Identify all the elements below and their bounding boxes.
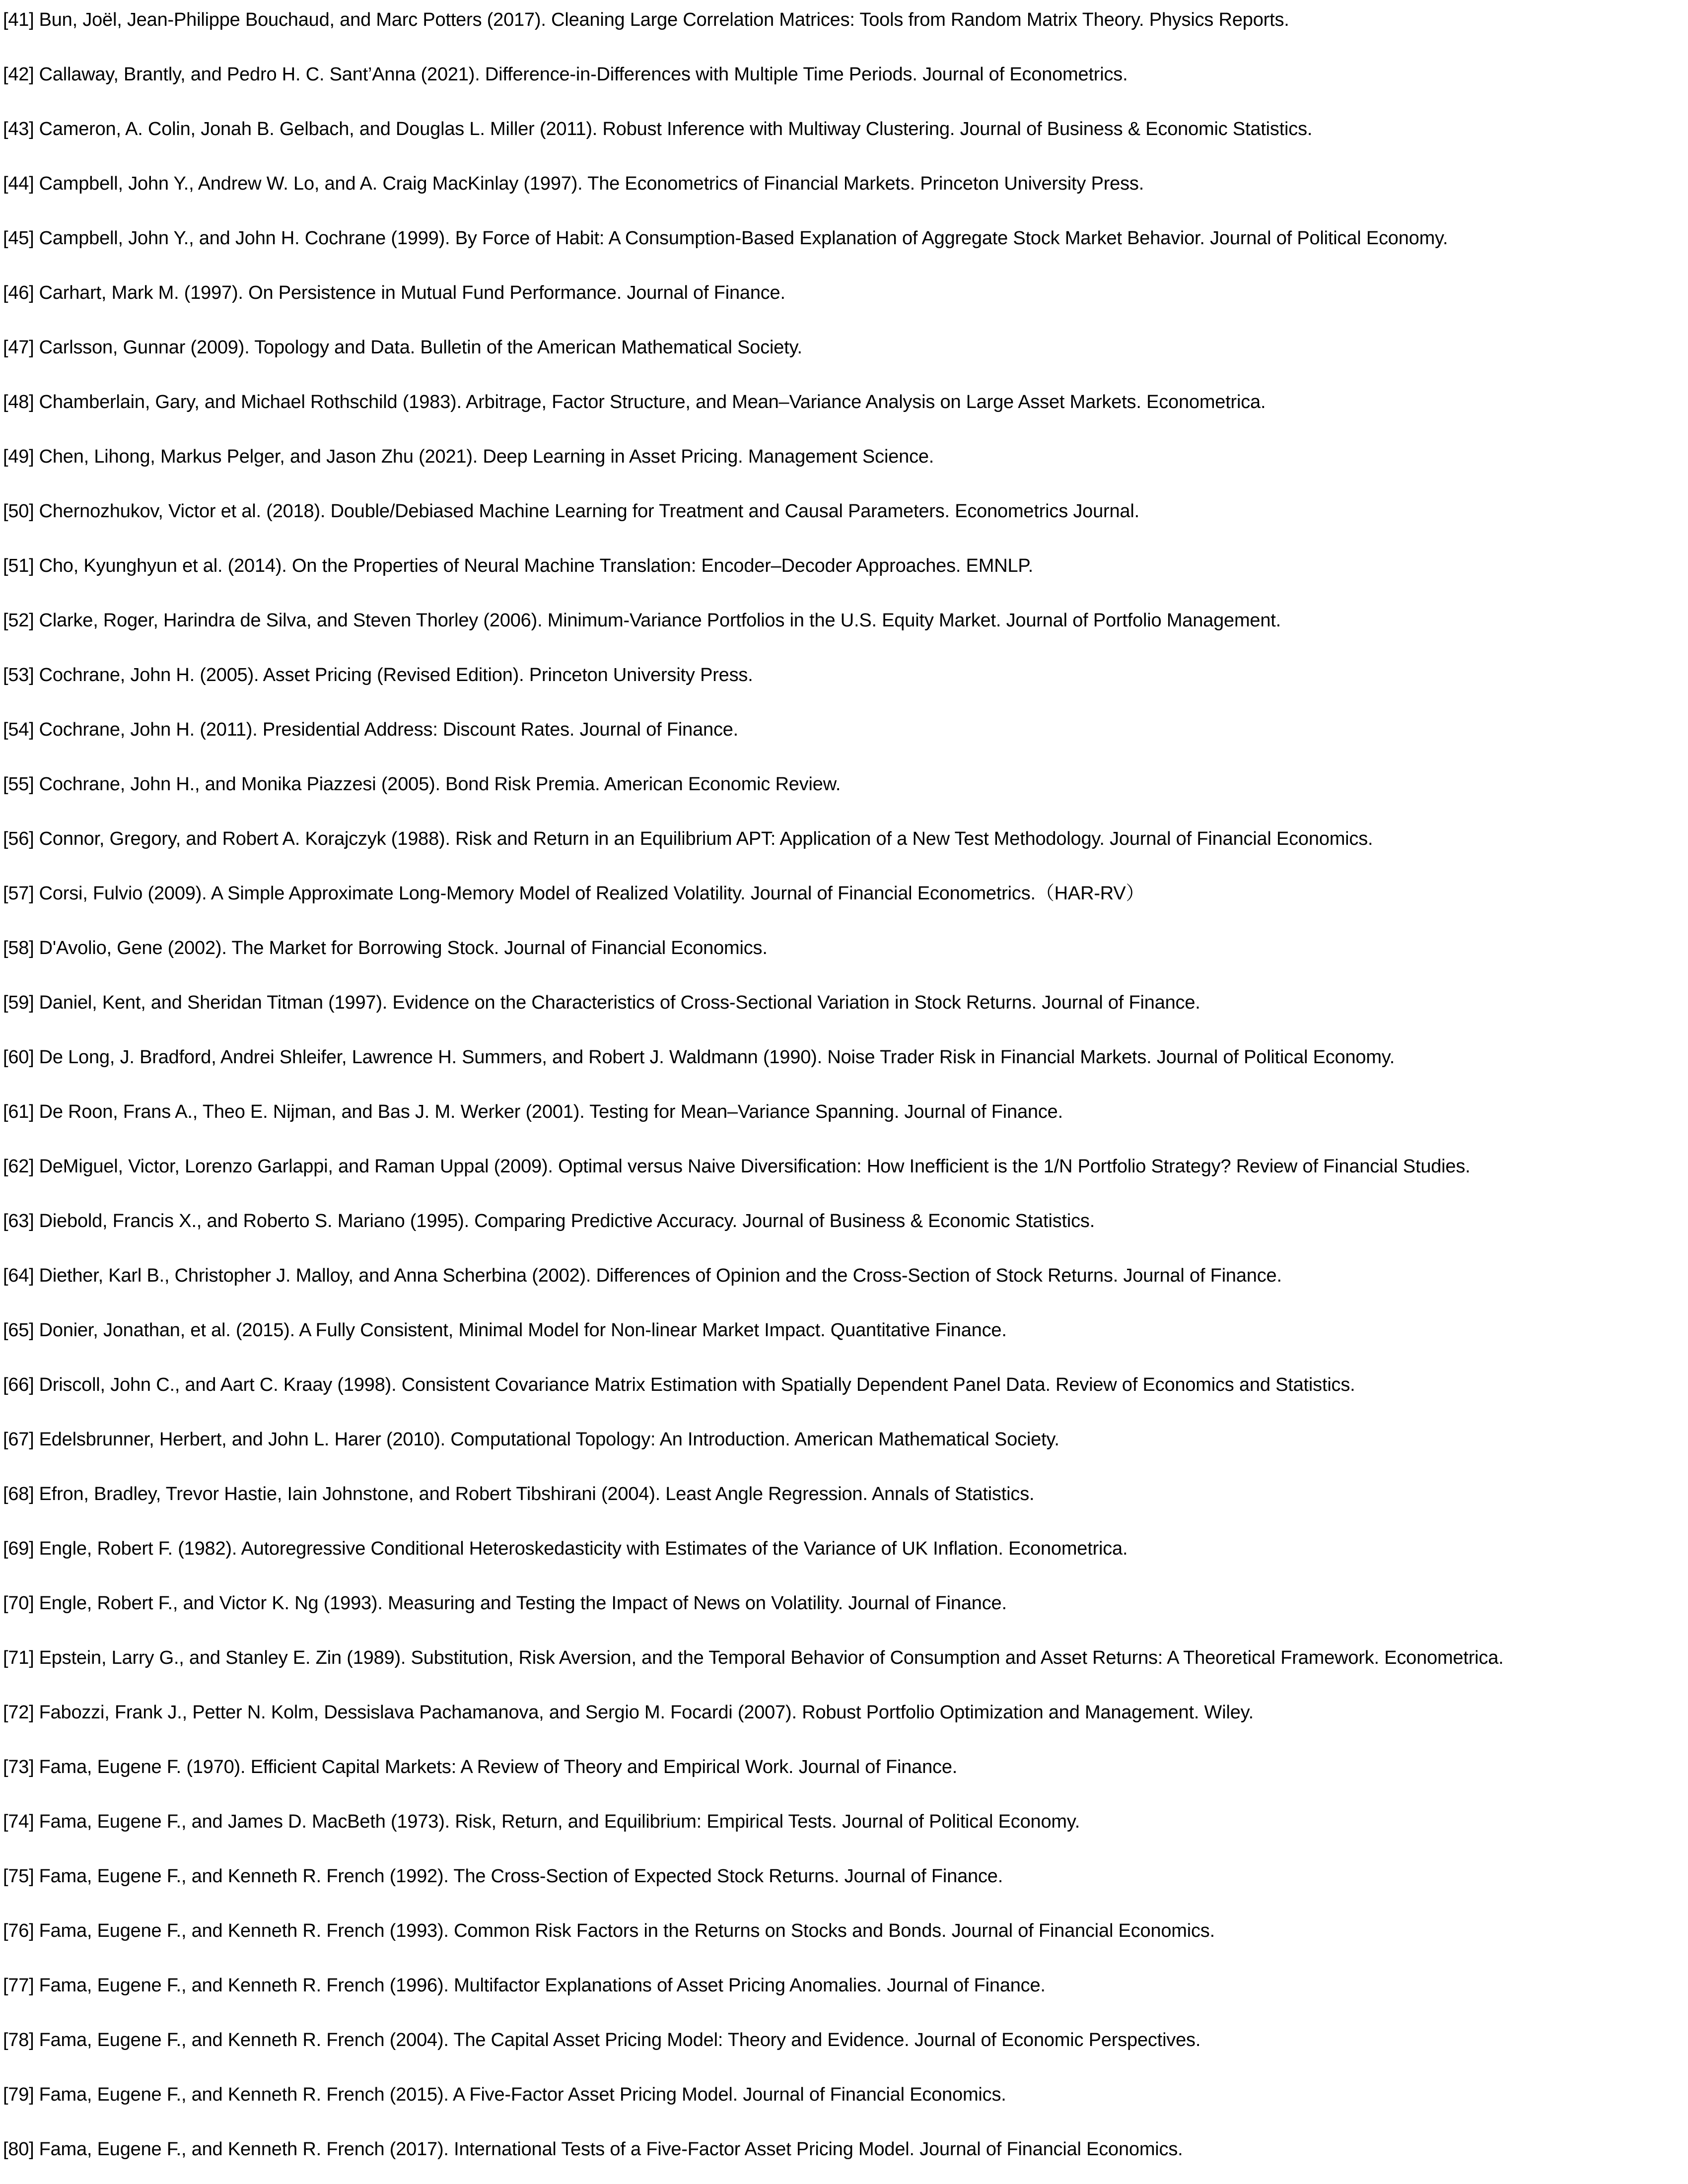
reference-text: Fabozzi, Frank J., Petter N. Kolm, Dessislava Pachamanova, and Sergio M. Focardi (2007). Robust Portfolio Optimization and Management. Wiley. xyxy=(39,1702,1254,1723)
reference-text: Donier, Jonathan, et al. (2015). A Fully Consistent, Minimal Model for Non-linear Market Impact. Quantitative Finance. xyxy=(39,1320,1007,1341)
reference-number: [65] xyxy=(3,1320,34,1341)
reference-text: Cochrane, John H. (2011). Presidential Address: Discount Rates. Journal of Finance. xyxy=(39,719,739,740)
reference-number: [73] xyxy=(3,1757,34,1777)
reference-item xyxy=(3,757,1688,812)
reference-text: Bun, Joël, Jean-Philippe Bouchaud, and Marc Potters (2017). Cleaning Large Correlation Matrices: Tools from Random Matrix Theory. Physics Reports. xyxy=(39,9,1289,30)
reference-text: Carlsson, Gunnar (2009). Topology and Data. Bulletin of the American Mathematical Society. xyxy=(39,337,802,358)
reference-number: [72] xyxy=(3,1702,34,1723)
reference-number: [43] xyxy=(3,119,34,139)
reference-item xyxy=(3,921,1688,975)
reference-item xyxy=(3,47,1688,102)
reference-item xyxy=(3,593,1688,648)
reference-number: [51] xyxy=(3,555,34,576)
reference-item xyxy=(3,975,1688,1030)
reference-item xyxy=(3,1303,1688,1358)
reference-number: [50] xyxy=(3,501,34,522)
reference-text: Edelsbrunner, Herbert, and John L. Harer (2010). Computational Topology: An Introduction. American Mathematical Society. xyxy=(39,1429,1059,1450)
reference-text: Chen, Lihong, Markus Pelger, and Jason Zhu (2021). Deep Learning in Asset Pricing. Management Science. xyxy=(39,446,934,467)
reference-number: [79] xyxy=(3,2084,34,2105)
reference-text: Fama, Eugene F., and Kenneth R. French (2004). The Capital Asset Pricing Model: Theory and Evidence. Journal of Economic Perspectives. xyxy=(39,2030,1201,2050)
reference-number: [45] xyxy=(3,228,34,249)
reference-number: [44] xyxy=(3,173,34,194)
reference-item xyxy=(3,320,1688,375)
reference-text: Fama, Eugene F., and James D. MacBeth (1973). Risk, Return, and Equilibrium: Empirical Tests. Journal of Political Economy. xyxy=(39,1811,1080,1832)
reference-text: Connor, Gregory, and Robert A. Korajczyk (1988). Risk and Return in an Equilibrium APT: Application of a New Test Methodology. Journal of Financial Economics. xyxy=(39,828,1373,849)
reference-text: Cochrane, John H., and Monika Piazzesi (2005). Bond Risk Premia. American Economic Review. xyxy=(39,774,841,795)
reference-number: [46] xyxy=(3,282,34,303)
reference-number: [71] xyxy=(3,1647,34,1668)
reference-text: Daniel, Kent, and Sheridan Titman (1997). Evidence on the Characteristics of Cross-Sectional Variation in Stock Returns. Journal of Finance. xyxy=(39,992,1200,1013)
reference-text: DeMiguel, Victor, Lorenzo Garlappi, and Raman Uppal (2009). Optimal versus Naive Diversification: How Inefficient is the 1/N Portfolio Strategy? Review of Financial Studies. xyxy=(39,1156,1471,1177)
reference-number: [59] xyxy=(3,992,34,1013)
reference-item xyxy=(3,1794,1688,1849)
reference-number: [48] xyxy=(3,392,34,412)
reference-item xyxy=(3,375,1688,429)
reference-number: [77] xyxy=(3,1975,34,1996)
reference-text: Chernozhukov, Victor et al. (2018). Double/Debiased Machine Learning for Treatment and Causal Parameters. Econometrics Journal. xyxy=(39,501,1139,522)
reference-text: Driscoll, John C., and Aart C. Kraay (1998). Consistent Covariance Matrix Estimation with Spatially Dependent Panel Data. Review of Economics and Statistics. xyxy=(39,1374,1355,1395)
reference-text: Campbell, John Y., and John H. Cochrane (1999). By Force of Habit: A Consumption-Based Explanation of Aggregate Stock Market Behavior. Journal of Political Economy. xyxy=(39,228,1448,249)
reference-number: [68] xyxy=(3,1484,34,1504)
reference-item xyxy=(3,648,1688,702)
reference-item xyxy=(3,1467,1688,1521)
reference-text: Callaway, Brantly, and Pedro H. C. Sant’Anna (2021). Difference-in-Differences with Multiple Time Periods. Journal of Econometrics. xyxy=(39,64,1128,85)
reference-number: [41] xyxy=(3,9,34,30)
reference-item xyxy=(3,102,1688,156)
reference-item xyxy=(3,2122,1688,2177)
reference-number: [53] xyxy=(3,665,34,685)
reference-item xyxy=(3,1358,1688,1412)
reference-item xyxy=(3,484,1688,539)
reference-number: [78] xyxy=(3,2030,34,2050)
reference-text: Diebold, Francis X., and Roberto S. Mariano (1995). Comparing Predictive Accuracy. Journal of Business & Economic Statistics. xyxy=(39,1211,1095,1231)
reference-item xyxy=(3,1030,1688,1085)
reference-text: Fama, Eugene F., and Kenneth R. French (1993). Common Risk Factors in the Returns on Stocks and Bonds. Journal of Financial Economics. xyxy=(39,1920,1215,1941)
reference-number: [61] xyxy=(3,1101,34,1122)
reference-text: D'Avolio, Gene (2002). The Market for Borrowing Stock. Journal of Financial Economics. xyxy=(39,938,768,958)
reference-item xyxy=(3,156,1688,211)
reference-item xyxy=(3,1631,1688,1685)
reference-item xyxy=(3,1904,1688,1958)
reference-item xyxy=(3,812,1688,866)
reference-number: [49] xyxy=(3,446,34,467)
reference-text: Cochrane, John H. (2005). Asset Pricing (Revised Edition). Princeton University Press. xyxy=(39,665,753,685)
reference-item xyxy=(3,1958,1688,2013)
reference-item xyxy=(3,429,1688,484)
reference-number: [63] xyxy=(3,1211,34,1231)
reference-text: Efron, Bradley, Trevor Hastie, Iain Johnstone, and Robert Tibshirani (2004). Least Angle Regression. Annals of Statistics. xyxy=(39,1484,1035,1504)
reference-item xyxy=(3,1521,1688,1576)
reference-text: Campbell, John Y., Andrew W. Lo, and A. Craig MacKinlay (1997). The Econometrics of Financial Markets. Princeton University Press. xyxy=(39,173,1144,194)
reference-text: Cho, Kyunghyun et al. (2014). On the Properties of Neural Machine Translation: Encoder–Decoder Approaches. EMNLP. xyxy=(39,555,1033,576)
reference-number: [56] xyxy=(3,828,34,849)
reference-number: [69] xyxy=(3,1538,34,1559)
reference-number: [76] xyxy=(3,1920,34,1941)
reference-number: [58] xyxy=(3,938,34,958)
reference-item xyxy=(3,1740,1688,1794)
reference-text: Chamberlain, Gary, and Michael Rothschild (1983). Arbitrage, Factor Structure, and Mean–Variance Analysis on Large Asset Markets. Econometrica. xyxy=(39,392,1266,412)
reference-number: [70] xyxy=(3,1593,34,1614)
reference-text: Cameron, A. Colin, Jonah B. Gelbach, and Douglas L. Miller (2011). Robust Inference with Multiway Clustering. Journal of Business & Economic Statistics. xyxy=(39,119,1313,139)
reference-text: Engle, Robert F., and Victor K. Ng (1993). Measuring and Testing the Impact of News on Volatility. Journal of Finance. xyxy=(39,1593,1007,1614)
reference-item xyxy=(3,1085,1688,1139)
reference-text: De Roon, Frans A., Theo E. Nijman, and Bas J. M. Werker (2001). Testing for Mean–Variance Spanning. Journal of Finance. xyxy=(39,1101,1063,1122)
reference-text: Epstein, Larry G., and Stanley E. Zin (1989). Substitution, Risk Aversion, and the Temporal Behavior of Consumption and Asset Returns: A Theoretical Framework. Econometrica. xyxy=(39,1647,1504,1668)
reference-number: [67] xyxy=(3,1429,34,1450)
reference-item xyxy=(3,1139,1688,1194)
reference-number: [60] xyxy=(3,1047,34,1068)
reference-number: [47] xyxy=(3,337,34,358)
reference-item xyxy=(3,2067,1688,2122)
reference-item xyxy=(3,0,1688,47)
reference-number: [55] xyxy=(3,774,34,795)
reference-number: [66] xyxy=(3,1374,34,1395)
reference-text: De Long, J. Bradford, Andrei Shleifer, Lawrence H. Summers, and Robert J. Waldmann (1990). Noise Trader Risk in Financial Markets. Journal of Political Economy. xyxy=(39,1047,1395,1068)
reference-number: [75] xyxy=(3,1866,34,1887)
reference-text: Clarke, Roger, Harindra de Silva, and Steven Thorley (2006). Minimum-Variance Portfolios in the U.S. Equity Market. Journal of Portfolio Management. xyxy=(39,610,1281,631)
reference-number: [64] xyxy=(3,1265,34,1286)
reference-number: [57] xyxy=(3,883,34,904)
reference-text: Fama, Eugene F. (1970). Efficient Capital Markets: A Review of Theory and Empirical Work. Journal of Finance. xyxy=(39,1757,958,1777)
reference-item xyxy=(3,1849,1688,1904)
reference-text: Fama, Eugene F., and Kenneth R. French (2015). A Five-Factor Asset Pricing Model. Journal of Financial Economics. xyxy=(39,2084,1006,2105)
reference-text: Carhart, Mark M. (1997). On Persistence in Mutual Fund Performance. Journal of Finance. xyxy=(39,282,785,303)
reference-item xyxy=(3,866,1688,921)
reference-item xyxy=(3,539,1688,593)
reference-text: Engle, Robert F. (1982). Autoregressive Conditional Heteroskedasticity with Estimates of the Variance of UK Inflation. Econometrica. xyxy=(39,1538,1128,1559)
reference-item xyxy=(3,266,1688,320)
reference-text: Diether, Karl B., Christopher J. Malloy, and Anna Scherbina (2002). Differences of Opinion and the Cross-Section of Stock Returns. Journal of Finance. xyxy=(39,1265,1282,1286)
reference-item xyxy=(3,211,1688,266)
reference-number: [80] xyxy=(3,2139,34,2160)
reference-number: [74] xyxy=(3,1811,34,1832)
reference-text: Fama, Eugene F., and Kenneth R. French (1996). Multifactor Explanations of Asset Pricing Anomalies. Journal of Finance. xyxy=(39,1975,1046,1996)
reference-item xyxy=(3,1412,1688,1467)
reference-text: Fama, Eugene F., and Kenneth R. French (1992). The Cross-Section of Expected Stock Returns. Journal of Finance. xyxy=(39,1866,1003,1887)
reference-number: [54] xyxy=(3,719,34,740)
reference-text: Fama, Eugene F., and Kenneth R. French (2017). International Tests of a Five-Factor Asset Pricing Model. Journal of Financial Economics. xyxy=(39,2139,1183,2160)
reference-number: [42] xyxy=(3,64,34,85)
reference-item xyxy=(3,1248,1688,1303)
reference-item xyxy=(3,1194,1688,1248)
reference-item xyxy=(3,2013,1688,2067)
reference-text: Corsi, Fulvio (2009). A Simple Approximate Long-Memory Model of Realized Volatility. Journal of Financial Econometrics.（HAR-RV） xyxy=(39,883,1145,904)
reference-item xyxy=(3,702,1688,757)
reference-number: [52] xyxy=(3,610,34,631)
reference-number: [62] xyxy=(3,1156,34,1177)
reference-item xyxy=(3,1576,1688,1631)
reference-item xyxy=(3,1685,1688,1740)
